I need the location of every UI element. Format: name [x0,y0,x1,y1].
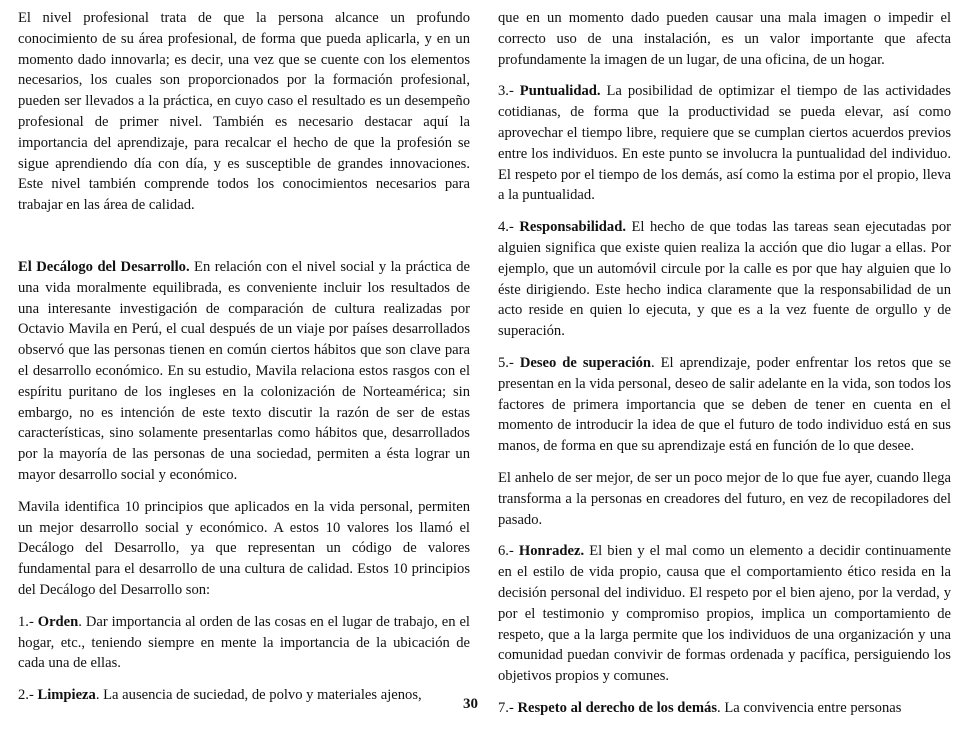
list-item-body: . El aprendizaje, poder enfrentar los retos que se presentan en la vida personal, deseo de salir adelante en la vida, son todos los factores de primera importancia que se deben de tener en cuenta en el momento de introducir la idea de que el futuro de todo individuo está en sus manos, de forma en que su aprendizaje está en función de lo que desee. [498,354,951,455]
page-number: 30 [463,696,478,712]
list-number: 5.- [498,354,520,371]
list-item-orden [18,612,470,674]
list-item-superacion [498,353,951,457]
left-column [18,8,470,717]
heading-orden: Orden [37,613,79,630]
list-item-body: . Dar importancia al orden de las cosas en el lugar de trabajo, en el hogar, etc., teniendo siempre en mente la importancia de la ubicación de cada una de ellas. [18,613,470,672]
paragraph-decalogo-body: En relación con el nivel social y la práctica de una vida moralmente equilibrada, es conveniente incluir los resultados de una interesante investigación de comparación de cultura realizadas por Octavio Mavila en Perú, el cual después de un viaje por países desarrollados observó que las personas tienen en común ciertos hábitos que son clave para el desarrollo económico. En su estudio, Mavila relaciona estos rasgos con el espíritu puritano de los ingleses en la colonización de Norteamérica; sin embargo, no es intención de este texto discutir la razón de ser de estas características, sino solamente presentarlas como hábitos que, desarrollados por la mayoría de las personas de una sociedad, permiten a ésta lograr un mayor desarrollo social y económico. [18,258,470,483]
paragraph-mavila-principios: Mavila identifica 10 principios que aplicados en la vida personal, permiten un mejor desarrollo social y económico. A estos 10 valores los llamó el Decálogo del Desarrollo, ya que representan un código de valores fundamental para el desarrollo de una cultura de calidad. Estos 10 principios del Decálogo del Desarrollo son: [18,498,470,598]
list-item-body: El hecho de que todas las tareas sean ejecutadas por alguien significa que existe quien realiza la acción que dio lugar a ellas. Por ejemplo, que un automóvil circule por la calle es por que hay alguien que lo éste dirigiendo. Este hecho indica claramente que la responsabilidad de un acto reside en quien lo ejecuta, y que es a la vez fuente de orgullo y de superación. [498,219,951,340]
heading-limpieza: Limpieza [37,687,96,704]
heading-respeto: Respeto al derecho de los demás [517,699,718,716]
list-item-respeto [498,698,951,719]
paragraph-nivel-profesional: El nivel profesional trata de que la persona alcance un profundo conocimiento de su área profesional, de forma que pueda aplicarla, y en un momento dado innovarla; es decir, una vez que se cuente con los elementos necesarios, los cuales son proporcionados por la formación profesional, pueden ser llevados a la práctica, en cuyo caso el resultado es un desempeño profesional de primer nivel. También es necesario destacar aquí la importancia del aprendizaje, para recalcar el hecho de que la profesión se sigue aprendiendo día con día, y es susceptible de grandes innovaciones. Este nivel también comprende todos los conocimientos necesarios para trabajar en las área de calidad. [18,10,470,214]
list-number: 4.- [498,219,520,236]
list-number: 3.- [498,83,520,100]
list-item-body: La posibilidad de optimizar el tiempo de las actividades cotidianas, de forma que la productividad se pueda elevar, así como aprovechar el tiempo libre, requiere que se cumplan ciertos acuerdos previos entre los individuos. En este punto se involucra la puntualidad del individuo. El respeto por el tiempo de los demás, así como la estima por el propio, lleva a la puntualidad. [498,83,951,204]
list-item-responsabilidad [498,217,951,342]
paragraph-anhelo: El anhelo de ser mejor, de ser un poco mejor de lo que fue ayer, cuando llega transforma a la personas en creadores del futuro, en vez de recopiladores del pasado. [498,469,951,528]
list-item-body: . La ausencia de suciedad, de polvo y materiales ajenos, [95,687,422,704]
list-item-body: El bien y el mal como un elemento a decidir continuamente en el estilo de vida propio, causa que el comportamiento ético resida en la decisión personal del individuo. El respeto por el bien ajeno, por la verdad, y por el testimonio y compromiso propios, implica un comportamiento de respeto, que a la larga permite que los individuos de una organización y una comunidad puedan convivir de formas ordenada y pacífica, persiguiendo los objetivos propios y comunes. [498,543,951,685]
list-number: 7.- [498,699,518,716]
heading-decalogo: El Decálogo del Desarrollo. [18,258,190,275]
paragraph-decalogo-intro [18,257,470,486]
heading-superacion: Deseo de superación [519,354,651,371]
list-item-puntualidad [498,81,951,206]
list-item-limpieza [18,685,470,706]
list-item-body: . La convivencia entre personas [717,699,902,716]
heading-honradez: Honradez. [518,543,585,560]
paragraph-limpieza-cont: que en un momento dado pueden causar una mala imagen o impedir el correcto uso de una instalación, es un valor importante que afecta profundamente la imagen de un lugar, de una oficina, de un hogar. [498,10,951,68]
right-column [498,8,951,730]
list-item-honradez [498,541,951,687]
list-number: 6.- [498,543,519,560]
list-number: 1.- [18,613,38,630]
heading-puntualidad: Puntualidad. [519,83,601,100]
list-number: 2.- [18,687,38,704]
heading-responsabilidad: Responsabilidad. [519,219,626,236]
